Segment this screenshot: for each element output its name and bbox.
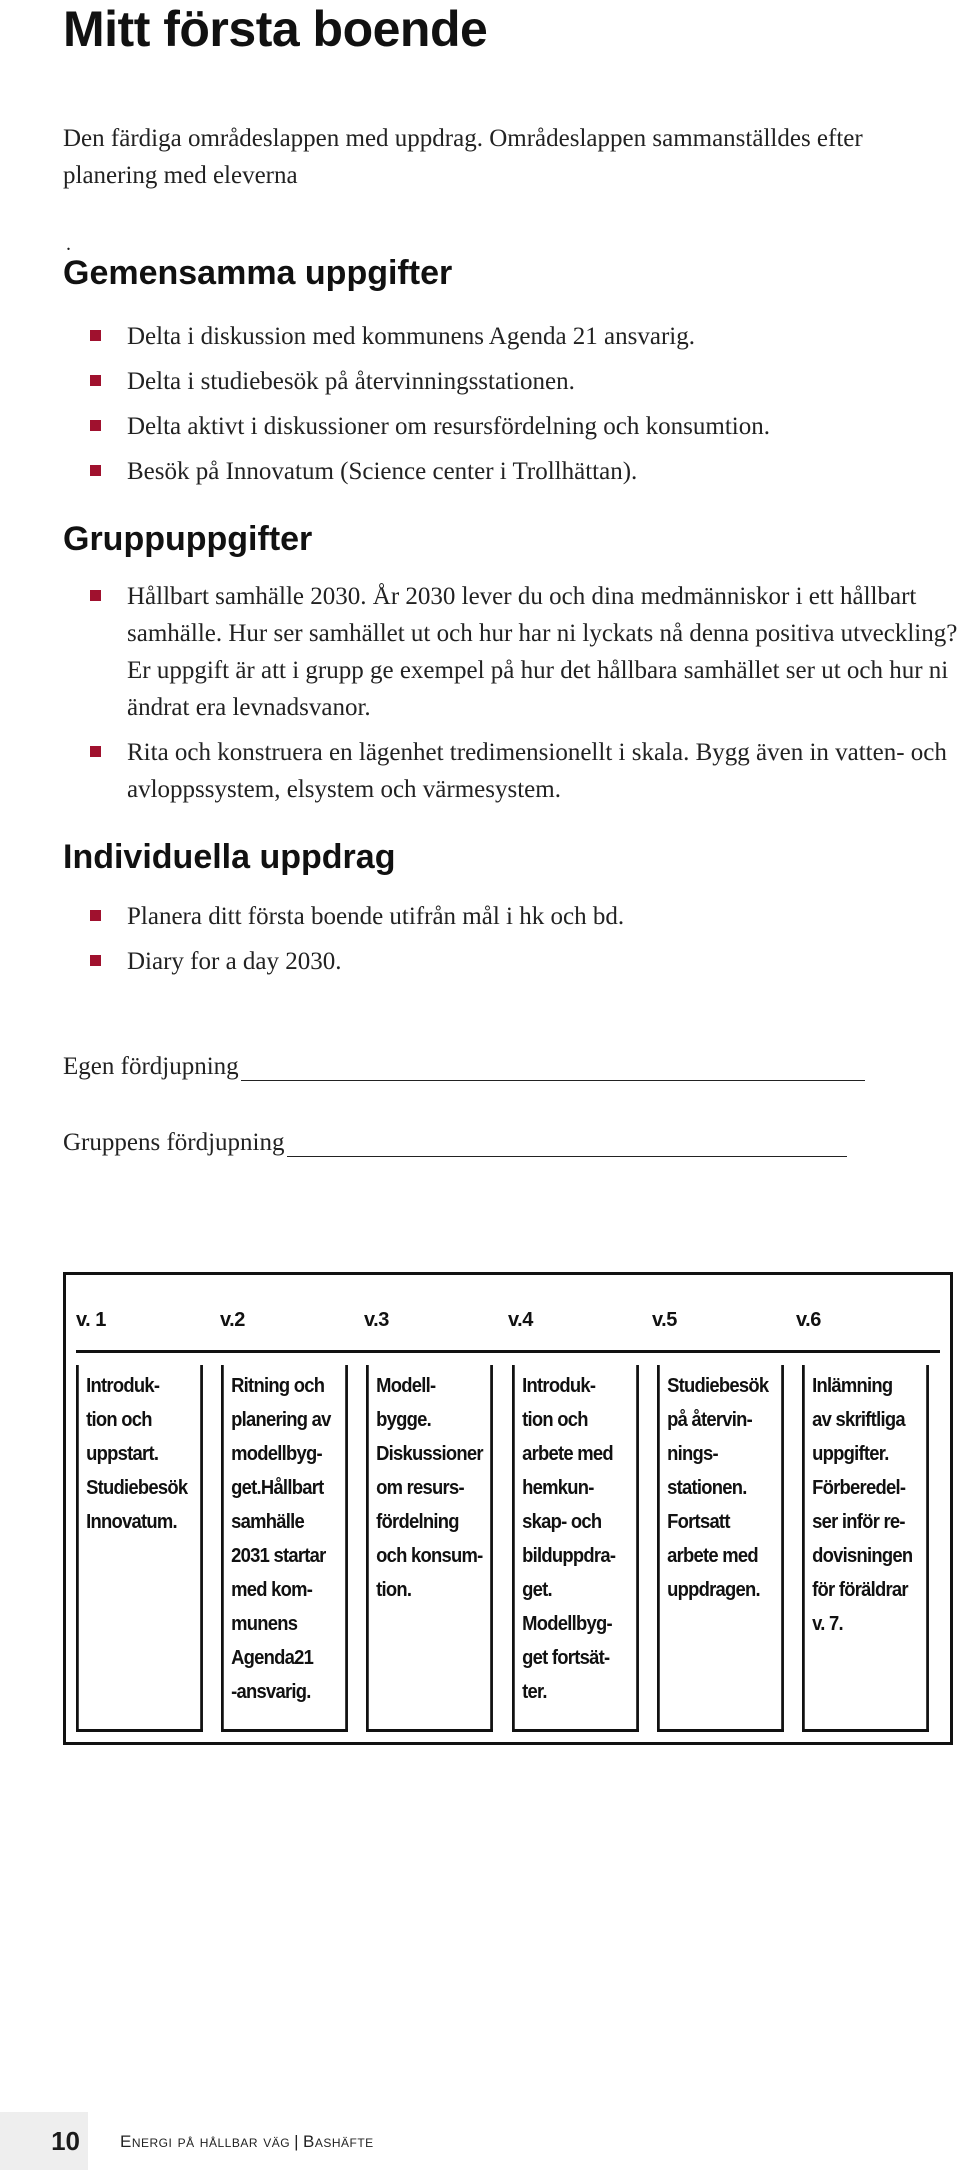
page-footer — [0, 2112, 960, 2170]
schedule-header-row — [76, 1309, 940, 1332]
list-item: Delta i diskussion med kommunens Agenda 21 ansvarig. — [90, 318, 960, 355]
own-deepening-field[interactable] — [63, 1052, 865, 1081]
week-header: v.4 — [508, 1309, 533, 1331]
individual-tasks-list — [90, 898, 960, 988]
group-deepening-field[interactable] — [63, 1128, 847, 1157]
schedule-columns — [76, 1365, 940, 1732]
individual-tasks-heading: Individuella uppdrag — [63, 838, 396, 876]
list-item: Planera ditt första boende utifrån mål i hk och bd. — [90, 898, 960, 935]
week-header: v.3 — [364, 1309, 389, 1331]
intro-text: Den färdiga områdeslappen med uppdrag. Områdeslappen sammanställdes efter planering med eleverna — [63, 125, 863, 189]
page-number: 10 — [0, 2112, 88, 2170]
list-item: Besök på Innovatum (Science center i Trollhättan). — [90, 453, 960, 490]
common-tasks-heading: Gemensamma uppgifter — [63, 254, 453, 292]
group-tasks-list — [90, 578, 960, 816]
list-item: Rita och konstruera en lägenhet tredimensionellt i skala. Bygg även in vatten- och avloppssystem, elsystem och värmesystem. — [90, 734, 960, 808]
publication-line — [120, 2132, 374, 2152]
list-item: Delta i studiebesök på återvinningsstationen. — [90, 363, 960, 400]
schedule-cell: Inlämning av skriftliga uppgifter. Förberedel- ser inför re- dovisningen för föräldrar v. 7. — [802, 1365, 929, 1732]
schedule-cell: Studiebesök på återvin- nings- stationen. Fortsatt arbete med uppdragen. — [657, 1365, 784, 1732]
own-deepening-line[interactable] — [241, 1052, 865, 1081]
group-deepening-label: Gruppens fördjupning — [63, 1129, 285, 1156]
list-item: Diary for a day 2030. — [90, 943, 960, 980]
week-header: v.2 — [220, 1309, 245, 1331]
schedule-cell: Ritning och planering av modellbyg- get.Hållbart samhälle 2031 startar med kom- munens Agenda21 -ansvarig. — [221, 1365, 348, 1732]
common-tasks-list — [90, 318, 960, 498]
own-deepening-label: Egen fördjupning — [63, 1053, 239, 1080]
publication-title: Energi på hållbar väg — [120, 2132, 291, 2151]
schedule-cell: Introduk- tion och arbete med hemkun- skap- och bilduppdra- get. Modellbyg- get fortsät- ter. — [512, 1365, 639, 1732]
group-tasks-heading: Gruppuppgifter — [63, 520, 313, 558]
schedule-table — [63, 1272, 953, 1745]
header-divider — [76, 1350, 940, 1353]
list-item: Hållbart samhälle 2030. År 2030 lever du och dina medmänniskor i ett hållbart samhälle. Hur ser samhället ut och hur har ni lyckats nå denna positiva utveckling? Er uppgift är att i grupp ge exempel på hur det hållbara samhället ser ut och hur ni ändrat era levnadsvanor. — [90, 578, 960, 726]
page-title: Mitt första boende — [63, 1, 488, 57]
series-name: Bashäfte — [302, 2132, 374, 2151]
schedule-cell: Introduk- tion och uppstart. Studiebesök Innovatum. — [76, 1365, 203, 1732]
stray-dot: . — [66, 233, 71, 255]
schedule-cell: Modell- bygge. Diskussioner om resurs- fördelning och konsum- tion. — [366, 1365, 493, 1732]
week-header: v. 1 — [76, 1309, 106, 1331]
week-header: v.5 — [652, 1309, 677, 1331]
footer-separator: | — [294, 2132, 299, 2151]
list-item: Delta aktivt i diskussioner om resursfördelning och konsumtion. — [90, 408, 960, 445]
group-deepening-line[interactable] — [287, 1128, 847, 1157]
week-header: v.6 — [796, 1309, 821, 1331]
